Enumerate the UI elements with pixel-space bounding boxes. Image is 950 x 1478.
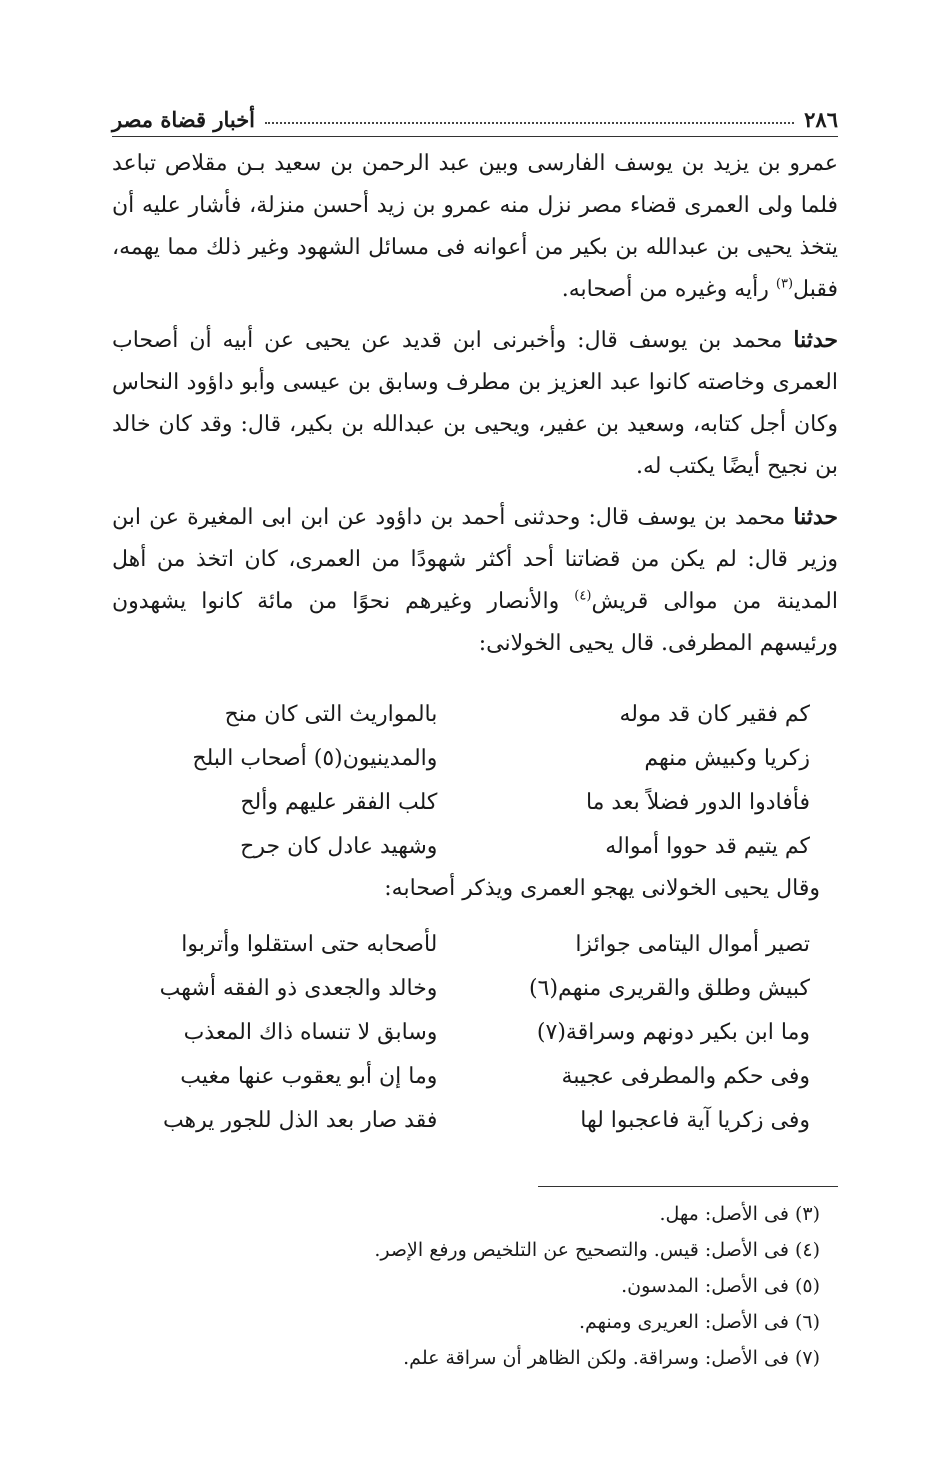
poem-verse [120,1010,810,1054]
poem-2-intro: وقال يحيى الخولانى يهجو العمرى ويذكر أصحابه: [384,876,820,901]
verse-second-half: وسابق لا تنساه ذاك المعذب [183,1019,438,1045]
main-text [112,142,838,665]
poem-verse [120,736,810,780]
poem-verse [120,824,810,868]
footnote: (٥) فى الأصل: المدسون. [621,1275,820,1297]
footnote: (٣) فى الأصل: مهل. [659,1203,820,1225]
verse-second-half: وما إن أبو يعقوب عنها مغيب [180,1063,438,1089]
paragraph-2 [112,319,838,488]
footnote: (٧) فى الأصل: وسراقة. ولكن الظاهر أن سراقة علم. [403,1347,820,1369]
footnote-ref: (٣) [775,276,794,292]
poem-verse [120,780,810,824]
paragraph-text: رأيه وغيره من أصحابه. [561,277,776,302]
paragraph-text: محمد بن يوسف قال: وأخبرنى ابن قديد عن يحيى عن أبيه أن أصحاب العمرى وخاصته كانوا عبد العزيز بن مطرف وسابق بن عيسى وأبو داؤود النحاس وكان أجل كتابه، وسعيد بن عفير، ويحيى بن عبدالله بن بكير، قال: وقد كان خالد بن نجيح أيضًا يكتب له. [112,328,838,479]
verse-second-half: فقد صار بعد الذل للجور يرهب [162,1107,438,1133]
verse-second-half: وشهيد عادل كان جرح [240,833,438,859]
footnote: (٤) فى الأصل: قيس. والتصحيح عن التلخيص ورفع الإصر. [374,1239,820,1261]
verse-first-half: وما ابن بكير دونهم وسراقة(٧) [536,1019,810,1045]
verse-first-half: زكريا وكبيش منهم [644,745,810,771]
header-dot-leader [265,122,794,124]
paragraph-lead: حدثنا [793,327,838,353]
footnote-separator [538,1186,838,1187]
paragraph-text: عمرو بن يزيد بن يوسف الفارسى وبين عبد الرحمن بن سعيد بـن مقلاص تباعد فلما ولى العمرى قضاء مصر نزل منه عمرو بن زيد أحسن منزلة، فأشار عليه أن يتخذ يحيى بن عبدالله بن بكير من أعوانه فى مسائل الشهود وغير ذلك مما يهمه، فقبل [112,151,838,302]
paragraph-text: والأنصار وغيرهم نحوًا من مائة كانوا يشهدون ورئيسهم المطرفى. قال يحيى الخولانى: [112,589,838,656]
footnote: (٦) فى الأصل: العريرى ومنهم. [578,1311,820,1333]
paragraph-1 [112,142,838,311]
poem-verse [120,922,810,966]
page-number: ٢٨٦ [804,107,838,132]
book-title: أخبار قضاة مصر [112,107,256,132]
verse-first-half: فأفادوا الدور فضلاً بعد ما [585,789,810,815]
verse-first-half: كبيش وطلق والقريرى منهم(٦) [529,975,810,1001]
poem-verse [120,1098,810,1142]
paragraph-lead: حدثنا [793,504,838,530]
poem-verse [120,1054,810,1098]
footnote-ref: (٤) [574,588,592,604]
verse-first-half: وفى زكريا آية فاعجبوا لها [580,1107,810,1133]
paragraph-3 [112,496,838,665]
verse-first-half: وفى حكم والمطرفى عجيبة [561,1063,810,1089]
poem-verse [120,966,810,1010]
verse-second-half: بالمواريث التى كان منح [224,701,438,727]
poem-2 [120,922,810,1142]
footnotes [200,1196,820,1376]
poem-verse [120,692,810,736]
verse-second-half: والمدينيون(٥) أصحاب البلح [192,745,438,771]
verse-first-half: تصير أموال اليتامى جوائزا [575,931,810,957]
verse-first-half: كم يتيم قد حووا أمواله [605,833,810,859]
paragraph-text: محمد بن يوسف قال: وحدثنى أحمد بن داؤود عن ابن ابى المغيرة عن ابن وزير قال: لم يكن من قضاتنا أحد أكثر شهودًا من العمرى، كان اتخذ من أهل المدينة من موالى قريش [112,505,838,614]
verse-second-half: وخالد والجعدى ذو الفقه أشهب [159,975,438,1001]
verse-first-half: كم فقير كان قد موله [619,701,810,727]
poem-1 [120,692,810,868]
verse-second-half: لأصحابه حتى استقلوا وأتربوا [181,931,438,957]
running-header [112,96,838,137]
verse-second-half: كلب الفقر عليهم وألح [240,789,438,815]
